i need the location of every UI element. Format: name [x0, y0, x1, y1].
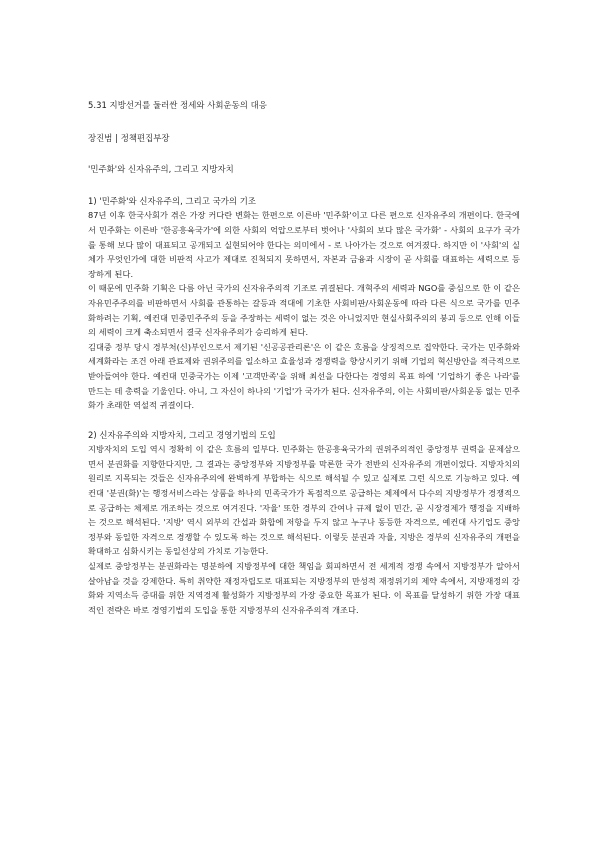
paragraph: 김대중 정부 당시 경부처(신)부인으로서 제기된 '신공공관리론'은 이 같은 흐름을 상징적으로 집약한다. 국가는 민주화와 세계화라는 조건 아래 관료제와 권위주의를 일소하고 효율성과 경쟁력을 향상시키기 위해 기업의 혁신방안을 적극적으로 받아들여야 한다. 예컨대 민중국가는 이제 '고객만족'을 위해 최선을 다한다는 경영의 목표 하에 '기업하기 좋은 나라'를 만드는 데 총력을 기울인다. 아니, 그 자신이 하나의 '기업'가 국가가 된다. 신자유주의, 이는 사회비판/사회운동 없는 민주화가 초래한 역설적 귀결이다. [88, 341, 520, 411]
section-heading: 2) 신자유주의와 지방자치, 그리고 경영기법의 도입 [88, 429, 276, 440]
author-line: 장진범 | 정책편집부장 [88, 132, 170, 143]
document-title: 5.31 지방선거를 둘러싼 정세와 사회운동의 대응 [88, 100, 267, 110]
paragraph: 지방자치의 도입 역시 정확히 이 같은 흐름의 일부다. 민주화는 한공흥육국가의 권위주의적인 중앙정부 권력을 문제삼으면서 분권화를 지향한다지만, 그 결과는 중앙정부와 지방정부를 막론한 국가 전반의 신자유주의 개편이었다. 지방자치의 원리로 지목되는 것들은 신자유주의에 완벽하게 부합하는 식으로 해석될 수 있고 실제로 그런 식으로 기능하고 있다. 예컨대 '분권(화)'는 행정서비스라는 상품을 하나의 민족국가가 독점적으로 공급하는 체제에서 다수의 지방정부가 경쟁적으로 공급하는 체제로 개조하는 것으로 여겨진다. '자율' 또한 경부의 간여나 규제 없이 민간, 곧 시장경제가 행정을 지배하는 것으로 해석된다. '지방' 역시 외부의 간섭과 화합에 저항을 두지 않고 누구나 동등한 자격으로, 예컨대 사기업도 중앙정부와 동일한 자격으로 경쟁할 수 있도록 하는 것으로 해석된다. 이렇듯 분권과 자율, 지방은 경부의 신자유주의 개편을 확대하고 심화시키는 동일선상의 가치로 기능한다. [88, 444, 520, 557]
section-heading: 1) '민주화'와 신자유주의, 그리고 국가의 기조 [88, 195, 257, 206]
document-subtitle: '민주화'와 신자유주의, 그리고 지방자치 [88, 164, 234, 175]
paragraph: 이 때문에 민주화 기획은 다름 아닌 국가의 신자유주의적 기조로 귀결된다. 개혁주의 세력과 NGO를 중심으로 한 이 같은 자유민주주의를 비판하면서 사회를 관통하는 갈등과 적대에 기초한 사회비판/사회운동에 따라 다른 식으로 국가를 민주화하려는 기획, 예컨대 민중민주주의 등을 주장하는 세력이 없는 것은 아니었지만 현실사회주의의 붕괴 등으로 인해 이들의 세력이 크게 축소되면서 결국 신자유주의가 승리하게 된다. [88, 283, 520, 338]
paragraph: 87년 이후 한국사회가 겪은 가장 커다란 변화는 한편으로 이른바 '민주화'이고 다른 편으로 신자유주의 개편이다. 한국에서 민주화는 이른바 '한공흥육국가'에 의한 사회의 억압으로부터 벗어나 '사회의 보다 많은 국가화' - 사회의 요구가 국가를 통해 보다 많이 대표되고 공개되고 실현되어야 한다는 의미에서 - 로 나아가는 것으로 여겨졌다. 하지만 이 '사회'의 실체가 무엇인가에 대한 비판적 사고가 제대로 진척되지 못하면서, 자본과 금융과 시장이 곧 사회를 대표하는 세력으로 등장하게 된다. [88, 210, 520, 279]
document-page [88, 98, 520, 617]
section-1 [88, 194, 520, 413]
section-2 [88, 428, 520, 618]
paragraph: 실제로 중앙정부는 분권화라는 명분하에 지방정부에 대한 책임을 회피하면서 전 세계적 경쟁 속에서 지방정부가 알아서 살아남을 것을 강제한다. 특히 취약한 재정자립도로 대표되는 지방정부의 만성적 재정위기의 제약 속에서, 지방재정의 강화와 지역소득 증대를 위한 지역경제 활성화가 지방정부의 가장 중요한 목표가 된다. 이 목표를 달성하기 위한 가장 대표적인 전략은 바로 경영기법의 도입을 통한 지방정부의 신자유주의적 개조다. [88, 561, 520, 615]
